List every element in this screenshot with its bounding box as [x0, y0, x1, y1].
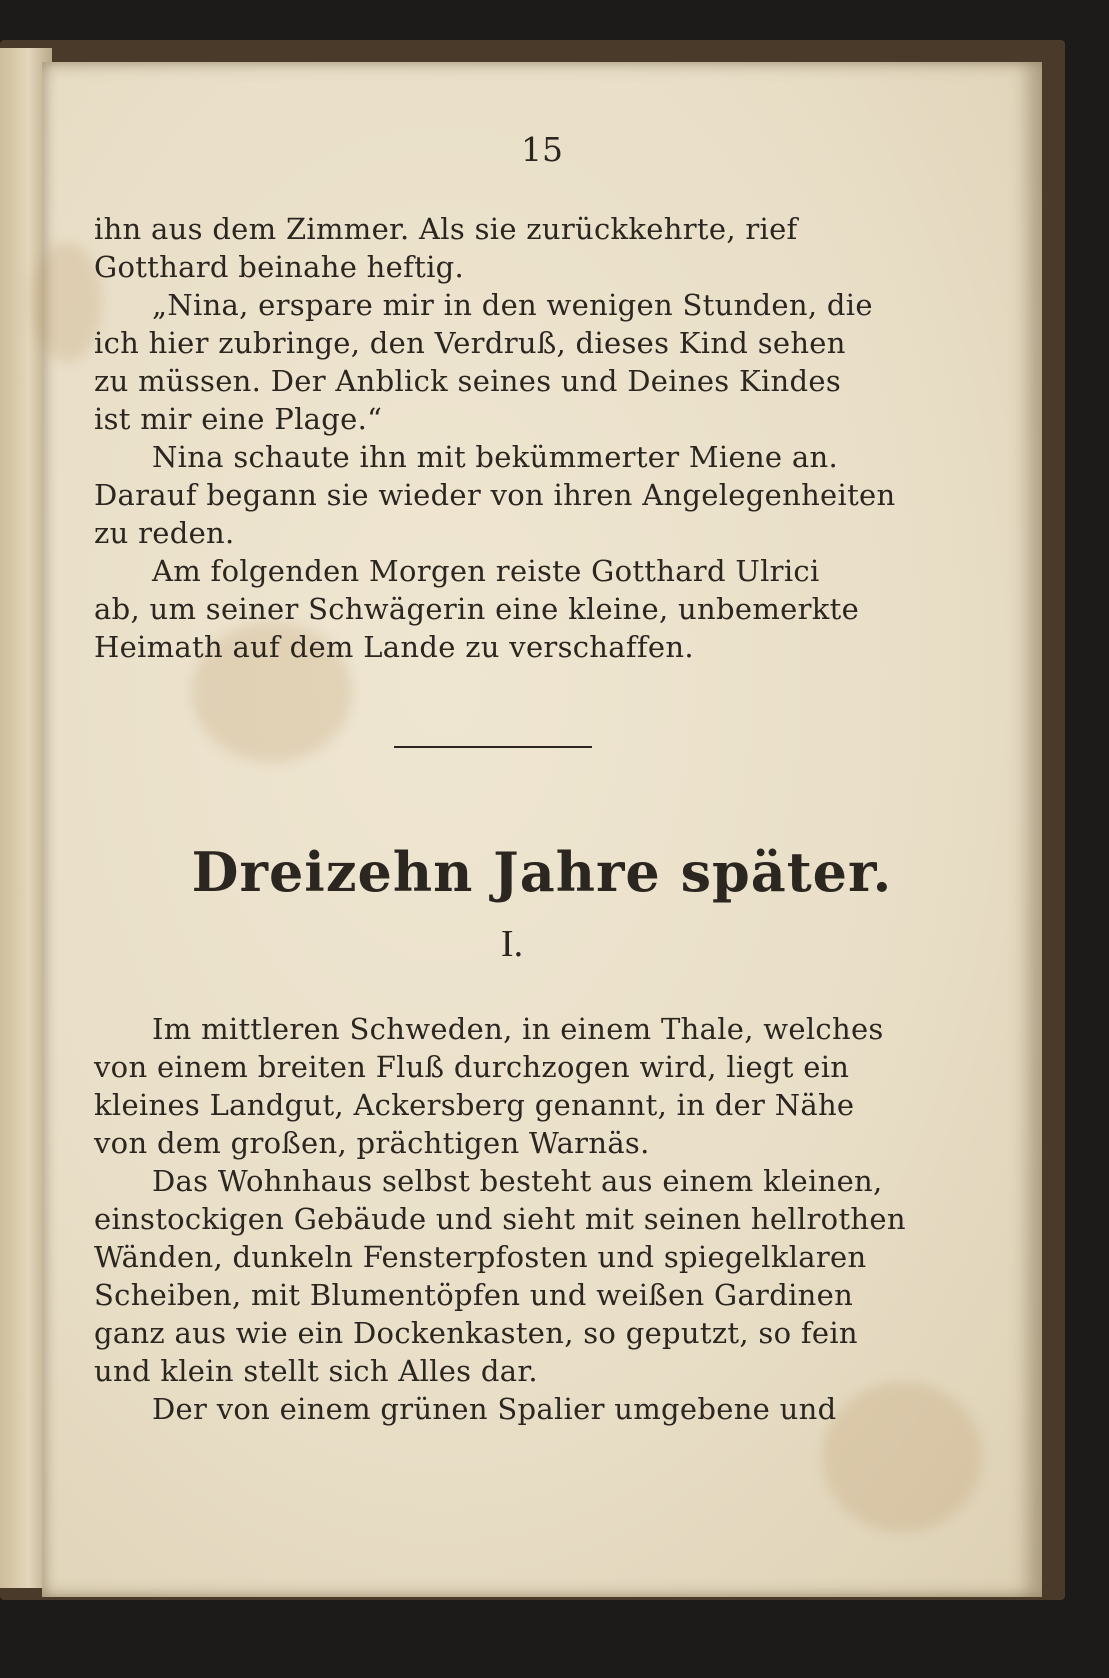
text-line: kleines Landgut, Ackersberg genannt, in der Nähe	[94, 1088, 855, 1122]
section-heading: Dreizehn Jahre später.	[191, 840, 893, 904]
text-line: Nina schaute ihn mit bekümmerter Miene an.	[152, 440, 838, 474]
chapter-number: I.	[500, 923, 524, 965]
page-number: 15	[521, 130, 563, 169]
text-line: Am folgenden Morgen reiste Gotthard Ulrici	[152, 554, 820, 588]
paper-stain	[32, 242, 102, 362]
text-line: Darauf begann sie wieder von ihren Angelegenheiten	[94, 478, 896, 512]
text-line: einstockigen Gebäude und sieht mit seinen hellrothen	[94, 1202, 906, 1236]
text-line: von einem breiten Fluß durchzogen wird, liegt ein	[94, 1050, 850, 1084]
text-line: Der von einem grünen Spalier umgebene und	[152, 1392, 837, 1426]
text-line: zu reden.	[94, 516, 235, 550]
text-line: Wänden, dunkeln Fensterpfosten und spiegelklaren	[94, 1240, 867, 1274]
text-line: Das Wohnhaus selbst besteht aus einem kleinen,	[152, 1164, 883, 1198]
text-line: Im mittleren Schweden, in einem Thale, welches	[152, 1012, 884, 1046]
section-divider	[394, 746, 592, 748]
text-line: ich hier zubringe, den Verdruß, dieses Kind sehen	[94, 326, 846, 360]
text-line: ganz aus wie ein Dockenkasten, so geputzt, so fein	[94, 1316, 858, 1350]
text-line: Heimath auf dem Lande zu verschaffen.	[94, 630, 694, 664]
text-line: ihn aus dem Zimmer. Als sie zurückkehrte, rief	[94, 212, 798, 246]
text-line: und klein stellt sich Alles dar.	[94, 1354, 538, 1388]
text-line: ist mir eine Plage.“	[94, 402, 383, 436]
text-line: Gotthard beinahe heftig.	[94, 250, 465, 284]
book-page	[42, 62, 1042, 1597]
text-line: „Nina, erspare mir in den wenigen Stunden, die	[152, 288, 873, 322]
text-line: zu müssen. Der Anblick seines und Deines Kindes	[94, 364, 842, 398]
text-line: Scheiben, mit Blumentöpfen und weißen Gardinen	[94, 1278, 854, 1312]
text-line: ab, um seiner Schwägerin eine kleine, unbemerkte	[94, 592, 860, 626]
text-line: von dem großen, prächtigen Warnäs.	[94, 1126, 650, 1160]
